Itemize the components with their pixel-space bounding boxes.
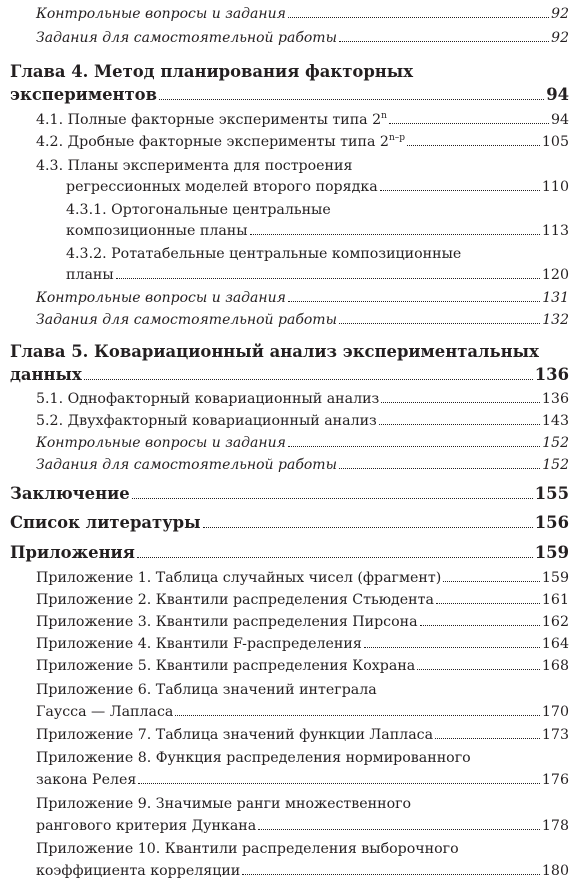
- dot-leader: [84, 379, 533, 380]
- page-number: 143: [541, 413, 569, 429]
- toc-4-3-2-line1: 4.3.2. Ротатабельные центральные композиционные: [66, 246, 462, 262]
- toc-entry-5-2[interactable]: 5.2. Двухфакторный ковариационный анализ 143: [36, 413, 569, 429]
- toc-entry-appendix-1[interactable]: Приложение 1. Таблица случайных чисел (фрагмент) 159: [36, 570, 569, 586]
- dot-leader: [435, 738, 540, 739]
- toc-entry-appendices[interactable]: Приложения 159: [10, 543, 569, 562]
- dot-leader: [380, 190, 540, 191]
- toc-appendix-6-line1: Приложение 6. Таблица значений интеграла: [36, 682, 377, 698]
- dot-leader: [389, 123, 549, 124]
- dot-leader: [203, 527, 533, 528]
- page-number: 156: [534, 513, 569, 532]
- toc-entry-appendix-4[interactable]: Приложение 4. Квантили F-распределения 164: [36, 636, 569, 652]
- page-number: 176: [541, 772, 569, 788]
- toc-entry-4-1[interactable]: 4.1. Полные факторные эксперименты типа 2$^n$ 94: [36, 111, 569, 128]
- page-number: 132: [542, 312, 569, 328]
- toc-entry-questions-ch3[interactable]: Контрольные вопросы и задания 92: [36, 6, 569, 22]
- page-number: 136: [534, 365, 569, 384]
- page-number: 180: [541, 863, 569, 879]
- page-number: 159: [541, 570, 569, 586]
- toc-appendix-9-line1: Приложение 9. Значимые ранги множественного: [36, 796, 412, 812]
- dot-leader: [420, 625, 540, 626]
- page-number: 94: [550, 112, 569, 128]
- toc-entry-5-1[interactable]: 5.1. Однофакторный ковариационный анализ 136: [36, 391, 569, 407]
- toc-entry-chapter-5[interactable]: данных 136: [10, 365, 569, 384]
- toc-entry-4-3-2[interactable]: планы 120: [66, 267, 569, 283]
- page-number: 155: [534, 484, 569, 503]
- dot-leader: [116, 278, 540, 279]
- page-number: 120: [541, 267, 569, 283]
- dot-leader: [339, 468, 540, 469]
- page-number: 92: [551, 6, 569, 22]
- page-number: 113: [541, 223, 569, 239]
- toc-entry-appendix-6[interactable]: Гаусса — Лапласа 170: [36, 704, 569, 720]
- page-number: 136: [541, 391, 569, 407]
- toc-entry-chapter-4[interactable]: экспериментов 94: [10, 85, 569, 104]
- dot-leader: [288, 17, 549, 18]
- dot-leader: [137, 557, 533, 558]
- page-number: 152: [542, 435, 569, 451]
- dot-leader: [242, 874, 540, 875]
- page-number: 110: [541, 179, 569, 195]
- toc-entry-appendix-8[interactable]: закона Релея 176: [36, 772, 569, 788]
- page-number: 173: [541, 727, 569, 743]
- toc-entry-appendix-3[interactable]: Приложение 3. Квантили распределения Пирсона 162: [36, 614, 569, 630]
- dot-leader: [339, 41, 549, 42]
- toc-entry-4-3[interactable]: регрессионных моделей второго порядка 110: [66, 179, 569, 195]
- page-number: 164: [541, 636, 569, 652]
- toc-entry-questions-ch5[interactable]: Контрольные вопросы и задания 152: [36, 435, 569, 451]
- dot-leader: [436, 603, 540, 604]
- toc-entry-appendix-7[interactable]: Приложение 7. Таблица значений функции Лапласа 173: [36, 727, 569, 743]
- toc-appendix-8-line1: Приложение 8. Функция распределения нормированного: [36, 750, 471, 766]
- toc-entry-appendix-10[interactable]: коэффициента корреляции 180: [36, 863, 569, 879]
- dot-leader: [288, 446, 540, 447]
- page-number: 92: [551, 30, 569, 46]
- dot-leader: [381, 402, 540, 403]
- dot-leader: [379, 424, 540, 425]
- dot-leader: [339, 323, 540, 324]
- dot-leader: [407, 145, 540, 146]
- page-number: 162: [541, 614, 569, 630]
- dot-leader: [258, 829, 540, 830]
- page-number: 168: [541, 658, 569, 674]
- toc-entry-appendix-2[interactable]: Приложение 2. Квантили распределения Стьюдента 161: [36, 592, 569, 608]
- dot-leader: [132, 498, 533, 499]
- page-number: 131: [542, 290, 569, 306]
- toc-4-3-1-line1: 4.3.1. Ортогональные центральные: [66, 202, 331, 218]
- toc-entry-questions-ch4[interactable]: Контрольные вопросы и задания 131: [36, 290, 569, 306]
- page-number: 152: [542, 457, 569, 473]
- dot-leader: [138, 783, 540, 784]
- toc-entry-tasks-ch4[interactable]: Задания для самостоятельной работы 132: [36, 312, 569, 328]
- page-number: 105: [541, 134, 569, 150]
- toc-entry-4-3-1[interactable]: композиционные планы 113: [66, 223, 569, 239]
- page-number: 170: [541, 704, 569, 720]
- toc-4-3-line1: 4.3. Планы эксперимента для построения: [36, 158, 353, 174]
- chapter-5-title-line1: Глава 5. Ковариационный анализ экспериментальных: [10, 342, 539, 361]
- dot-leader: [175, 715, 540, 716]
- page-number: 178: [541, 818, 569, 834]
- page-number: 159: [534, 543, 569, 562]
- toc-entry-tasks-ch5[interactable]: Задания для самостоятельной работы 152: [36, 457, 569, 473]
- dot-leader: [417, 669, 540, 670]
- dot-leader: [364, 647, 540, 648]
- page-number: 94: [546, 85, 569, 104]
- page-number: 161: [541, 592, 569, 608]
- dot-leader: [250, 234, 540, 235]
- toc-entry-conclusion[interactable]: Заключение 155: [10, 484, 569, 503]
- toc-entry-references[interactable]: Список литературы 156: [10, 513, 569, 532]
- toc-appendix-10-line1: Приложение 10. Квантили распределения выборочного: [36, 841, 459, 857]
- chapter-4-title-line1: Глава 4. Метод планирования факторных: [10, 62, 414, 81]
- toc-entry-4-2[interactable]: 4.2. Дробные факторные эксперименты типа 2$^{n-p}$ 105: [36, 133, 569, 150]
- toc-entry-appendix-5[interactable]: Приложение 5. Квантили распределения Кохрана 168: [36, 658, 569, 674]
- dot-leader: [288, 301, 540, 302]
- dot-leader: [443, 581, 540, 582]
- toc-entry-tasks-ch3[interactable]: Задания для самостоятельной работы 92: [36, 30, 569, 46]
- toc-entry-appendix-9[interactable]: рангового критерия Дункана 178: [36, 818, 569, 834]
- dot-leader: [159, 99, 544, 100]
